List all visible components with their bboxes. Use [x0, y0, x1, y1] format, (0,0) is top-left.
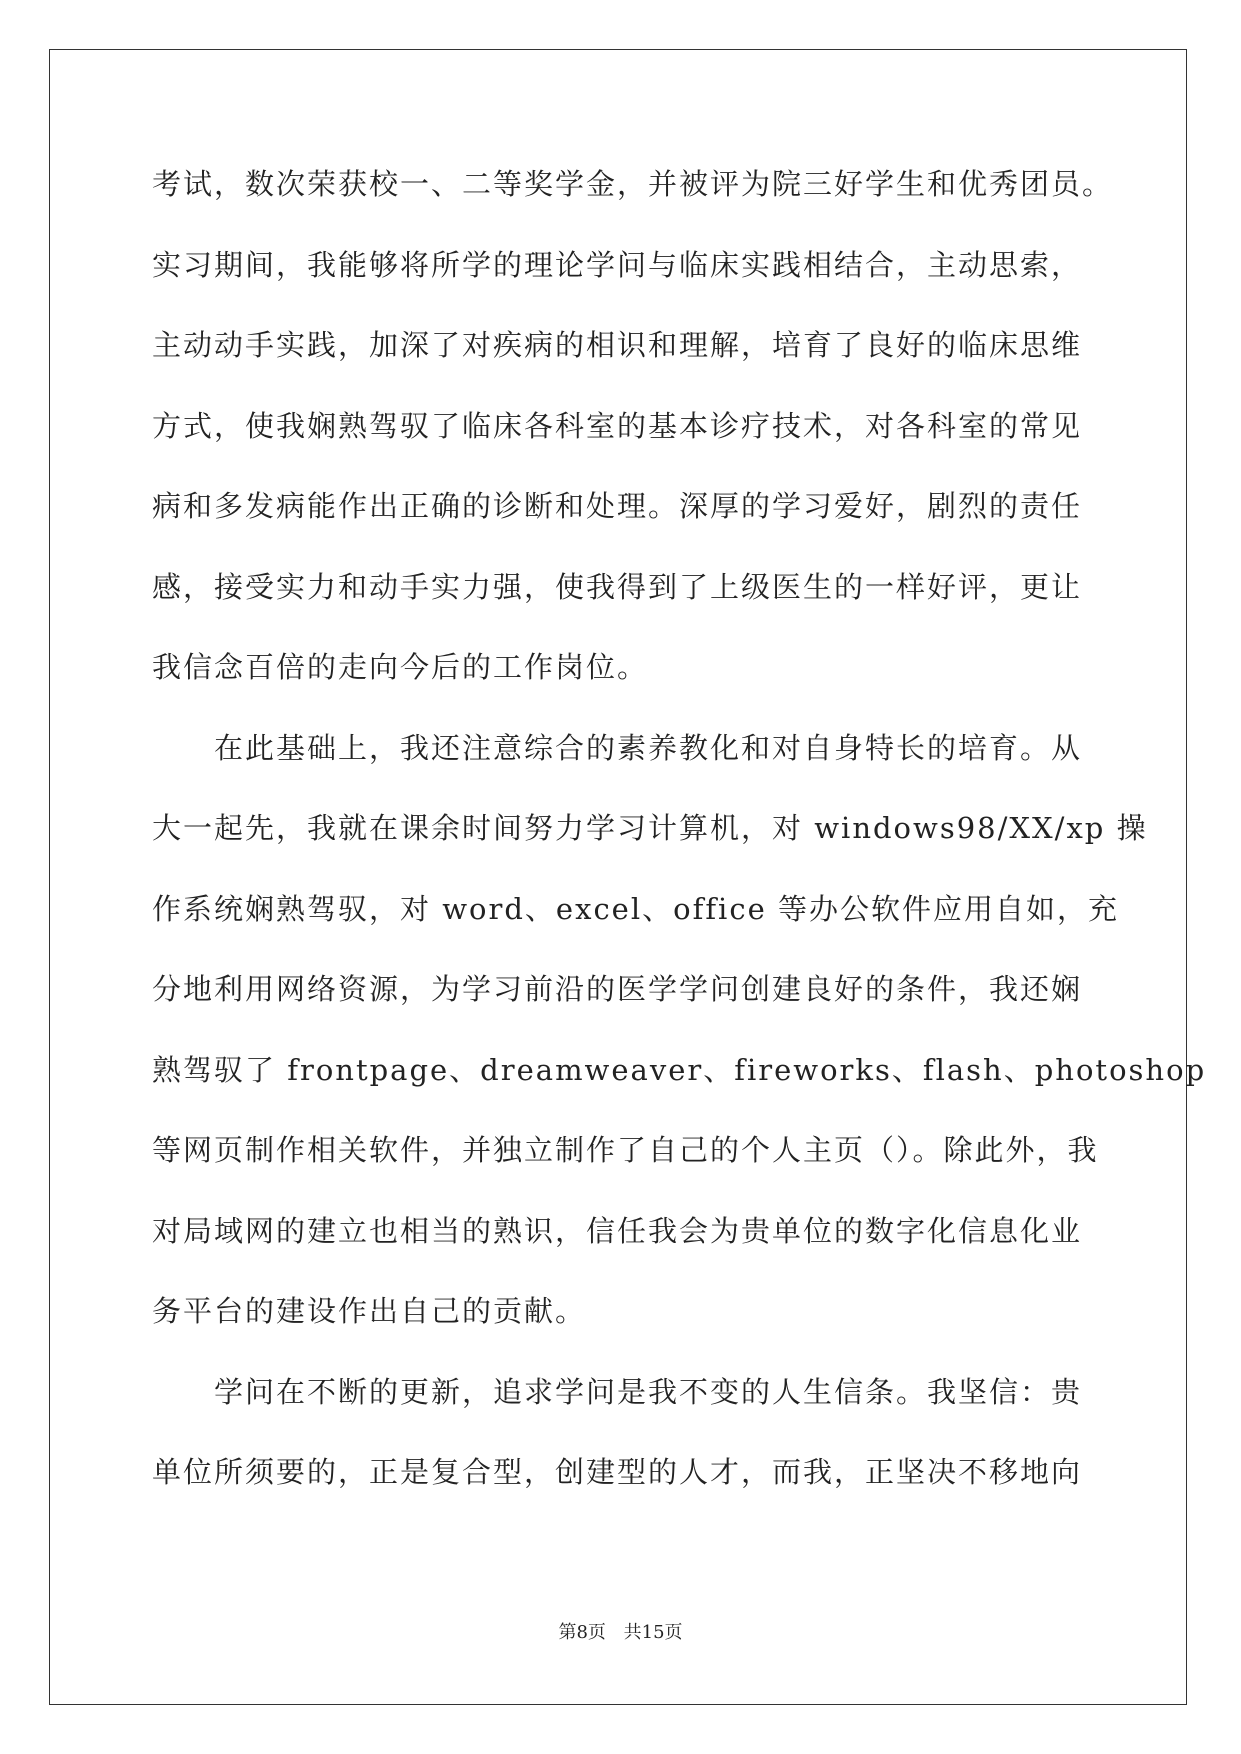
- text-line: 我信念百倍的走向今后的工作岗位。: [152, 650, 649, 684]
- text-line: 对局域网的建立也相当的熟识，信任我会为贵单位的数字化信息化业: [152, 1213, 1083, 1248]
- text-line: 单位所须要的，正是复合型，创建型的人才，而我，正坚决不移地向: [152, 1455, 1083, 1489]
- text-line: 务平台的建设作出自己的贡献。: [152, 1294, 587, 1328]
- text-line: 熟驾驭了 frontpage、dreamweaver、fireworks、flash、photoshop: [152, 1052, 1207, 1087]
- page-number: 第8页: [558, 1622, 606, 1643]
- text-line: 作系统娴熟驾驭，对 word、excel、office 等办公软件应用自如，充: [152, 891, 1119, 926]
- text-line: 等网页制作相关软件，并独立制作了自己的个人主页（）。除此外，我: [152, 1133, 1099, 1167]
- page-footer: [0, 1618, 1241, 1644]
- text-line: 感，接受实力和动手实力强，使我得到了上级医生的一样好评，更让: [152, 569, 1083, 604]
- paragraph-start-line: 在此基础上，我还注意综合的素养教化和对自身特长的培育。从: [214, 730, 1083, 765]
- document-body: [152, 162, 1207, 1531]
- page-total: 共15页: [623, 1622, 683, 1643]
- text-line: 主动动手实践，加深了对疾病的相识和理解，培育了良好的临床思维: [152, 328, 1083, 362]
- text-line: 病和多发病能作出正确的诊断和处理。深厚的学习爱好，剧烈的责任: [152, 489, 1083, 523]
- text-line: 大一起先，我就在课余时间努力学习计算机，对 windows98/XX/xp 操: [152, 811, 1148, 845]
- text-line: 考试，数次荣获校一、二等奖学金，并被评为院三好学生和优秀团员。: [152, 167, 1114, 201]
- text-line: 实习期间，我能够将所学的理论学问与临床实践相结合，主动思索，: [152, 247, 1083, 282]
- text-line: 分地利用网络资源，为学习前沿的医学学问创建良好的条件，我还娴: [152, 972, 1083, 1006]
- text-line: 方式，使我娴熟驾驭了临床各科室的基本诊疗技术，对各科室的常见: [152, 408, 1083, 443]
- paragraph-start-line: 学问在不断的更新，追求学问是我不变的人生信条。我坚信：贵: [214, 1374, 1083, 1409]
